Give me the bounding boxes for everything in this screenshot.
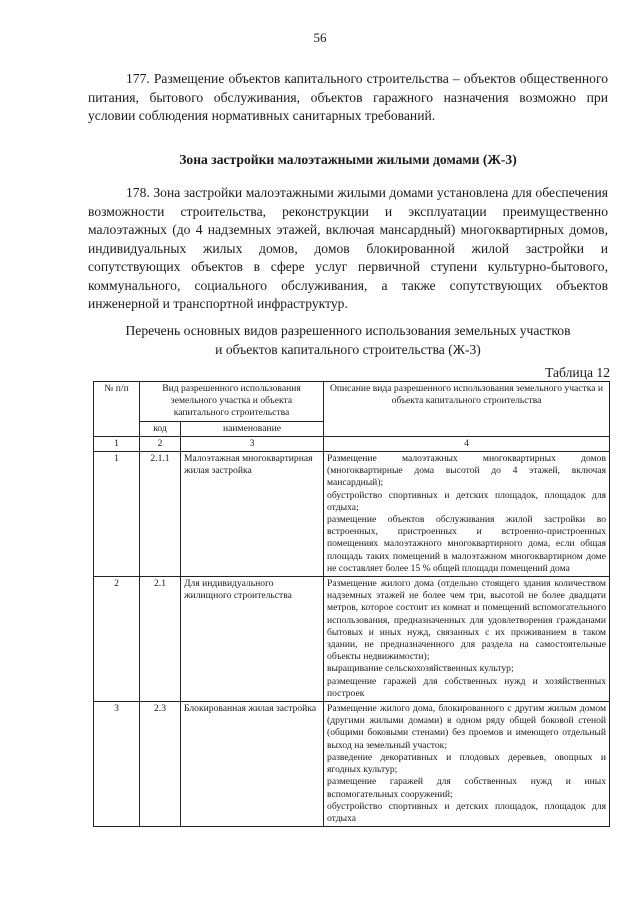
row-code: 2.3 [140, 702, 181, 827]
desc-item: Размещение жилого дома, блокированного с другим жилым домом (другими жилыми домами) в одном ряду общей боковой стеной (общими боковыми стенами) без проемов и имеющего отдельный выход на земельный участок; [327, 703, 607, 751]
row-name: Для индивидуального жилищного строительства [181, 577, 324, 702]
desc-item: обустройство спортивных и детских площадок, площадок для отдыха [327, 800, 607, 824]
desc-item: размещение объектов обслуживания жилой застройки во встроенных, пристроенных и встроенно-пристроенных помещениях малоэтажного многоквартирного дома, если общая площадь таких помещений в малоэтажном многоквартирном доме не составляет более 15 % общей площади помещений дома [327, 514, 607, 574]
header-code: код [140, 421, 181, 436]
row-desc [324, 702, 610, 827]
table-label: Таблица 12 [545, 365, 610, 380]
row-desc [324, 577, 610, 702]
header-name: наименование [181, 421, 324, 436]
row-code: 2.1.1 [140, 452, 181, 577]
col-number: 3 [181, 436, 324, 451]
row-name: Блокированная жилая застройка [181, 702, 324, 827]
page-number: 56 [313, 30, 327, 45]
paragraph-177: 177. Размещение объектов капитального строительства – объектов общественного питания, бытового обслуживания, объектов гаражного назначения возможно при условии соблюдения нормативных санитарных требований. [88, 71, 608, 123]
table-row [94, 702, 610, 827]
desc-item: Размещение жилого дома (отдельно стоящего здания количеством надземных этажей не более чем три, высотой не более двадцати метров, которое состоит из комнат и помещений вспомогательного использования, предназначенных для удовлетворения гражданами бытовых и иных нужд, связанных с их проживанием в таком здании, не предназначенного для раздела на самостоятельные объекты недвижимости); [327, 578, 607, 663]
row-num: 1 [94, 452, 140, 577]
permitted-use-table [93, 381, 610, 827]
header-kind: Вид разрешенного использования земельного участка и объекта капитального строительства [140, 382, 324, 422]
row-num: 3 [94, 702, 140, 827]
desc-item: обустройство спортивных и детских площадок, площадок для отдыха; [327, 489, 607, 513]
header-desc: Описание вида разрешенного использования земельного участка и объекта капитального строительства [324, 382, 610, 437]
zone-title: Зона застройки малоэтажными жилыми домами (Ж-3) [179, 152, 517, 167]
desc-item: разведение декоративных и плодовых деревьев, овощных и ягодных культур; [327, 751, 607, 776]
row-code: 2.1 [140, 577, 181, 702]
column-number-row [94, 436, 610, 451]
list-title-line-2: и объектов капитального строительства (Ж-3) [215, 341, 481, 357]
row-num: 2 [94, 577, 140, 702]
list-title-line-1: Перечень основных видов разрешенного использования земельных участков [125, 323, 571, 338]
row-desc [324, 452, 610, 577]
row-name: Малоэтажная многоквартирная жилая застройка [181, 452, 324, 577]
table-row [94, 577, 610, 702]
desc-item: размещение гаражей для собственных нужд и хозяйственных построек [327, 675, 607, 699]
desc-item: выращивание сельскохозяйственных культур; [327, 663, 514, 675]
table-row [94, 452, 610, 577]
paragraph-178: 178. Зона застройки малоэтажными жилыми домами установлена для обеспечения возможности строительства, реконструкции и эксплуатации преимущественно малоэтажных (до 4 надземных этажей, включая мансардный) многоквартирных домов, индивидуальных жилых домов, домов блокированной жилой застройки и сопутствующих объектов в сфере услуг первичной ступени культурно-бытового, коммунального, социального обслуживания, а также сопутствующих объектов инженерной и транспортной инфраструктур. [88, 185, 608, 311]
desc-item: размещение гаражей для собственных нужд и иных вспомогательных сооружений; [327, 776, 607, 800]
col-number: 2 [140, 436, 181, 451]
col-number: 1 [94, 436, 140, 451]
desc-item: Размещение малоэтажных многоквартирных домов (многоквартирные дома высотой до 4 этажей, включая мансардный); [327, 453, 607, 489]
header-num: № п/п [94, 382, 140, 437]
list-title [88, 322, 608, 359]
col-number: 4 [324, 436, 610, 451]
